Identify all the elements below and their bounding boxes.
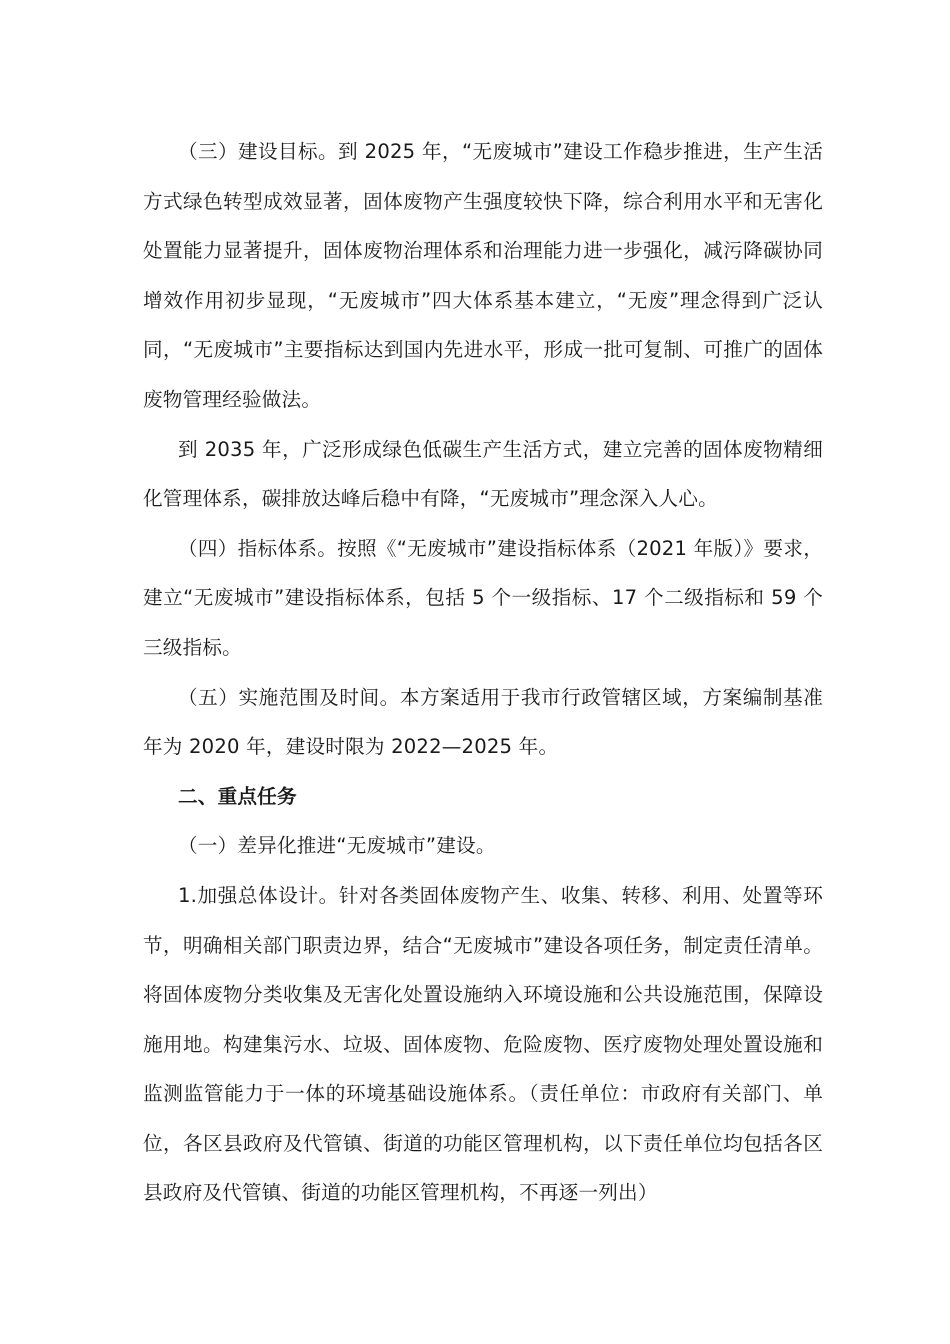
paragraph-overall-design: 1.加强总体设计。针对各类固体废物产生、收集、转移、利用、处置等环节，明确相关部门职责边界，结合“无废城市”建设各项任务，制定责任清单。将固体废物分类收集及无害化处置设施纳入环境设施和公共设施范围，保障设施用地。构建集污水、垃圾、固体废物、危险废物、医疗废物处理处置设施和监测监管能力于一体的环境基础设施体系。（责任单位：市政府有关部门、单位，各区县政府及代管镇、街道的功能区管理机构，以下责任单位均包括各区县政府及代管镇、街道的功能区管理机构，不再逐一列出） [143,883,823,1205]
paragraph-indicator-system: （四）指标体系。按照《“无废城市”建设指标体系（2021 年版）》要求，建立“无废城市”建设指标体系，包括 5 个一级指标、17 个二级指标和 59 个三级指标。 [143,536,823,659]
paragraph-2035-goal: 到 2035 年，广泛形成绿色低碳生产生活方式，建立完善的固体废物精细化管理体系，碳排放达峰后稳中有降，“无废城市”理念深入人心。 [143,437,823,511]
section-heading-key-tasks: 二、重点任务 [178,784,297,808]
paragraph-scope-and-time: （五）实施范围及时间。本方案适用于我市行政管辖区域，方案编制基准年为 2020 年，建设时限为 2022—2025 年。 [143,685,823,759]
paragraph-differentiated-construction: （一）差异化推进“无废城市”建设。 [178,834,496,858]
paragraph-construction-goal: （三）建设目标。到 2025 年，“无废城市”建设工作稳步推进，生产生活方式绿色转型成效显著，固体废物产生强度较快下降，综合利用水平和无害化处置能力显著提升，固体废物治理体系和治理能力进一步强化，减污降碳协同增效作用初步显现，“无废城市”四大体系基本建立，“无废”理念得到广泛认同，“无废城市”主要指标达到国内先进水平，形成一批可复制、可推广的固体废物管理经验做法。 [143,140,823,411]
document-body [143,127,823,1218]
